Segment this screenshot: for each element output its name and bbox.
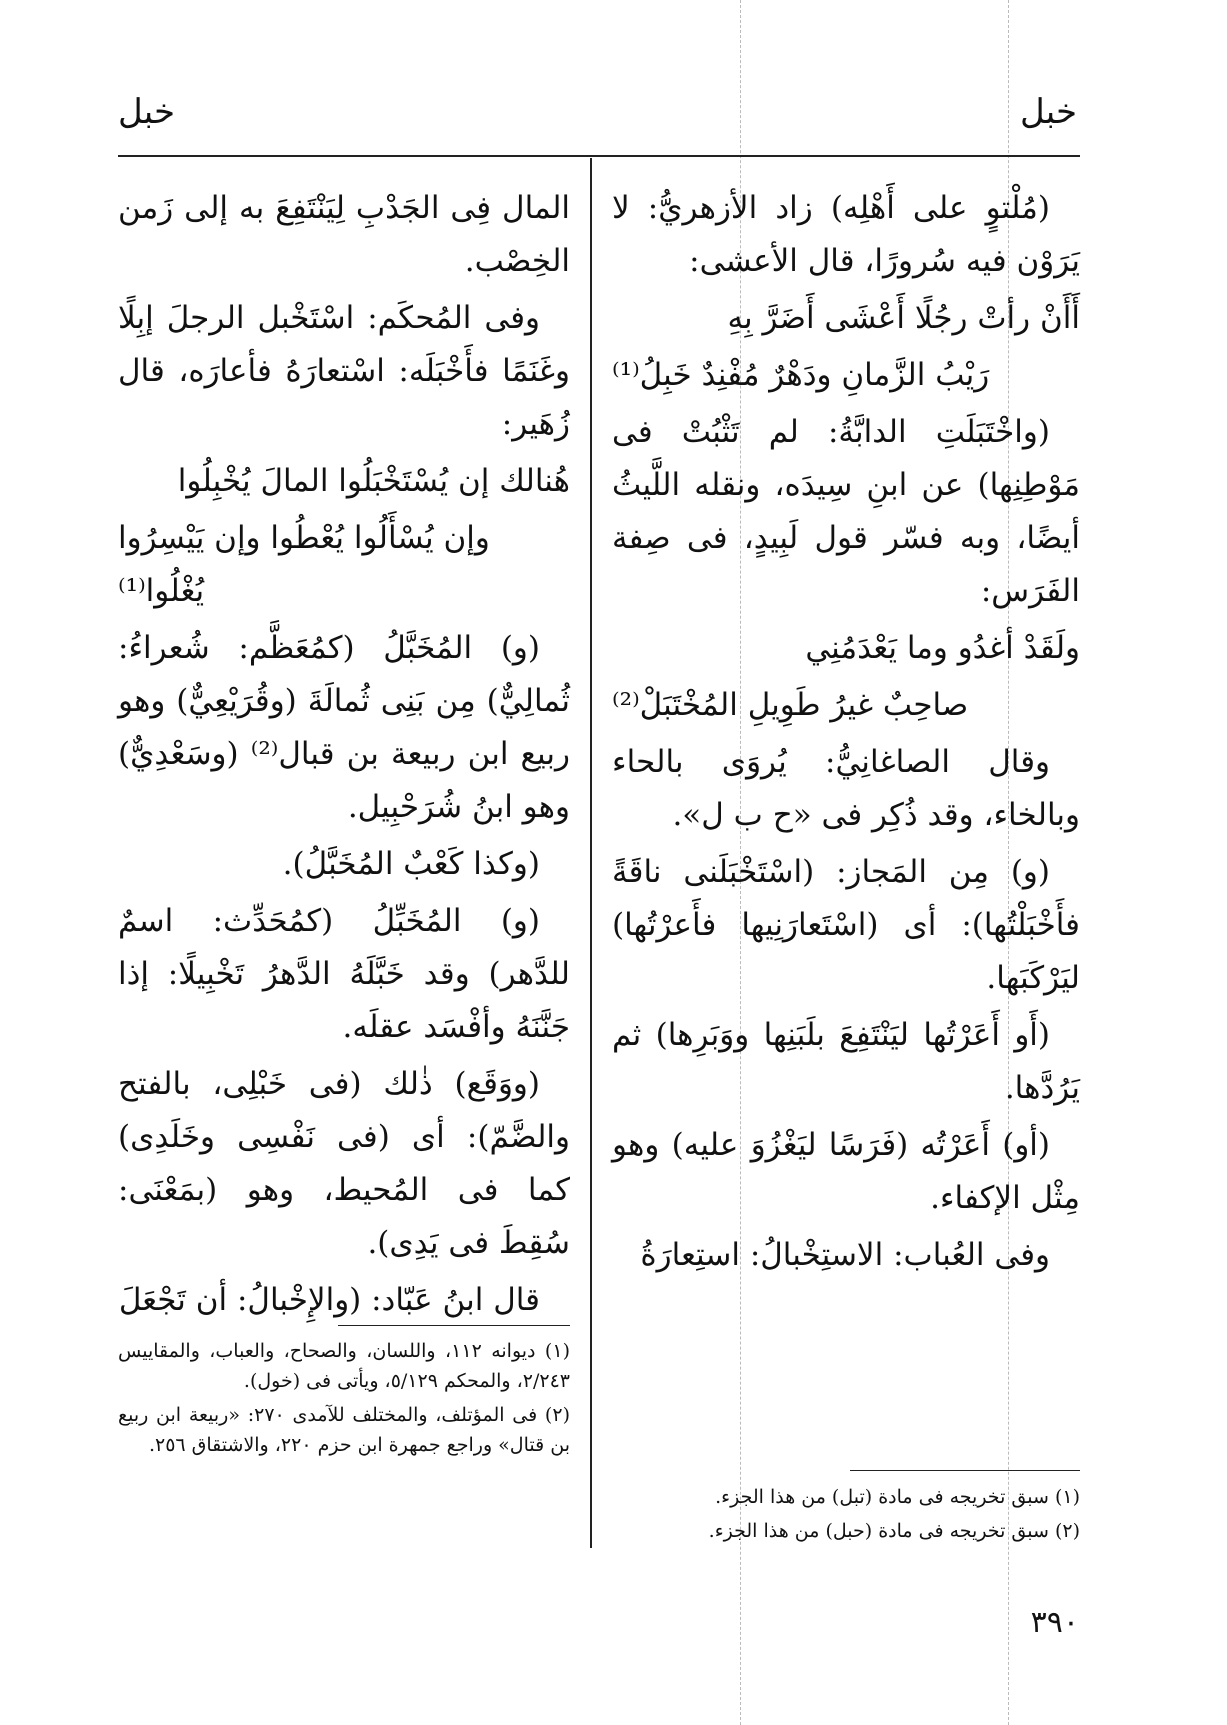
running-header-right: خبل (1019, 92, 1077, 132)
paragraph: (مُلْتوٍ على أَهْلِه) زاد الأزهريُّ: لا يَرَوْن فيه سُرورًا، قال الأعشى: (612, 190, 1080, 279)
page-number: ٣٩٠ (1030, 1605, 1079, 1640)
footnote: (١) سبق تخريجه فى مادة (تبل) من هذا الجزء. (715, 1486, 1080, 1508)
footnote: (١) ديوانه ١١٢، واللسان، والصحاح، والعباب، والمقاييس ٢/٢٤٣، والمحكم ٥/١٢٩، ويأتى فى (خول). (118, 1340, 570, 1392)
paragraph: (ووَقَع) ذٰلك (فى خَبْلِى، بالفتح والضَّمّ): أى (فى نَفْسِى وخَلَدِى) كما فى المُحيط، وهو (بمَعْنَى: سُقِطَ فى يَدِى). (118, 1066, 570, 1261)
header-rule (118, 155, 1080, 157)
left-footnotes (118, 1336, 570, 1464)
footnote-rule (850, 1470, 1080, 1471)
left-column (118, 182, 570, 1331)
paragraph: (أَو أَعَرْتُها ليَنْتَفِعَ بلَبَنِها ووَبَرِها) ثم يَرُدَّها. (612, 1017, 1080, 1106)
paragraph: (وكذا كَعْبٌ المُخَبَّلُ). (282, 846, 540, 882)
paragraph: وفى المُحكَم: اسْتَخْبل الرجلَ إبِلًا وغَنَمًا فأَخْبَلَه: اسْتعارَهُ فأعارَه، قال زُهَير: (118, 300, 570, 442)
verse-line: صاحِبٌ غيرُ طَوِيلِ المُخْتَبَلْ⁽²⁾ (612, 687, 969, 723)
running-header-left: خبل (118, 92, 176, 132)
verse-line: هُنالك إن يُسْتَخْبَلُوا المالَ يُخْبِلُوا (177, 463, 570, 499)
paragraph: (و) المُخَبَّلُ (كمُعَظَّم: شُعراءُ: ثُمالِيٌّ) مِن بَنِى ثُمالَةَ (وقُرَيْعِيٌّ) وهو ربيع ابن ربيعة بن قبال⁽²⁾ (وسَعْدِيٌّ) وهو ابنُ شُرَحْبِيل. (118, 630, 570, 825)
right-column (612, 182, 1080, 1286)
footnote: (٢) سبق تخريجه فى مادة (حبل) من هذا الجزء. (708, 1520, 1080, 1542)
paragraph: قال ابنُ عَبّاد: (والإِخْبالُ: أن تَجْعَلَ (118, 1282, 540, 1318)
verse-line: أَأَنْ رأتْ رجُلًا أَعْشَى أَضَرَّ بِهِ (727, 300, 1080, 336)
paragraph: المال فِى الجَدْبِ لِيَنْتَفِعَ به إلى زَمن الخِصْب. (118, 190, 570, 279)
right-footnotes (612, 1482, 1080, 1550)
verse-line: رَيْبُ الزَّمانِ ودَهْرٌ مُفْنِدٌ خَبِلُ⁽¹⁾ (612, 357, 990, 393)
verse-line: وإن يُسْأَلُوا يُعْطُوا وإن يَيْسِرُوا يُغْلُوا⁽¹⁾ (118, 520, 490, 609)
paragraph: (واخْتَبَلَتِ الدابَّةُ: لم تَثْبُتْ فى مَوْطِنِها) عن ابنِ سِيدَه، ونقله اللَّيثُ أيضًا، وبه فسّر قول لَبِيدٍ، فى صِفة الفَرَس: (612, 414, 1080, 609)
paragraph: وفى العُباب: الاستِخْبالُ: استِعارَةُ (640, 1237, 1050, 1273)
paragraph: (أو) أَعَرْتُه (فَرَسًا ليَغْزُوَ عليه) وهو مِثْل الإكفاء. (612, 1127, 1080, 1216)
verse-line: ولَقَدْ أغدُو وما يَعْدَمُنِي (805, 630, 1080, 666)
column-divider (590, 158, 592, 1548)
footnote-rule (338, 1325, 570, 1326)
paragraph: (و) المُخَبِّلُ (كمُحَدِّث: اسمٌ للدَّهر) وقد خَبَّلَهُ الدَّهرُ تَخْبِيلًا: إذا جَنَّنَهُ وأفْسَد عقلَه. (118, 903, 570, 1045)
paragraph: وقال الصاغانِيُّ: يُروَى بالحاء وبالخاء، وقد ذُكِر فى «ح ب ل». (612, 744, 1080, 833)
footnote: (٢) فى المؤتلف، والمختلف للآمدى ٢٧٠: «ربيعة ابن ربيع بن قتال» وراجع جمهرة ابن حزم ٢٢٠، والاشتقاق ٢٥٦. (118, 1404, 570, 1456)
paragraph: (و) مِن المَجاز: (اسْتَخْبَلَنى ناقَةً فأَخْبَلْتُها): أى (اسْتَعارَنِيها فأَعرْتُها) ليَرْكَبَها. (612, 854, 1080, 996)
